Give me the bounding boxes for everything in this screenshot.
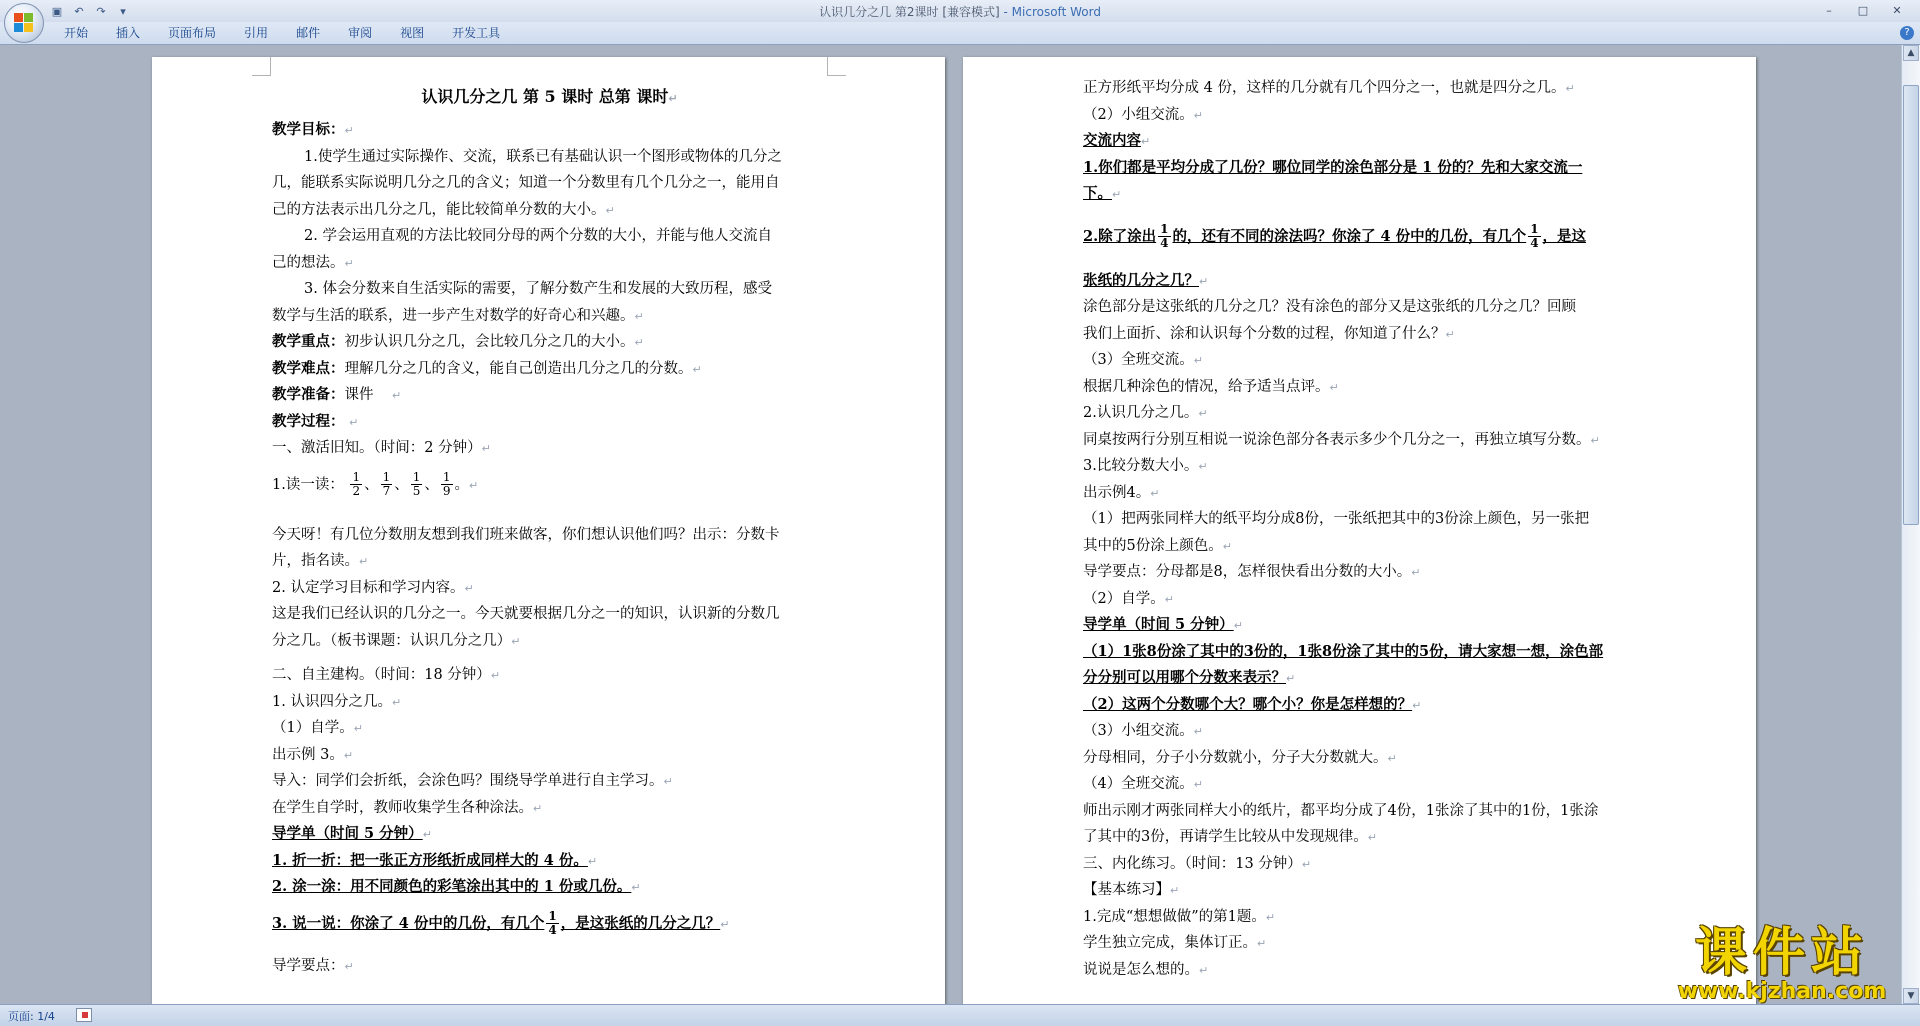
window-controls (1812, 0, 1914, 20)
office-button[interactable] (4, 3, 44, 43)
fraction: $\frac{1}{2}$ (352, 470, 361, 498)
paragraph: （2）这两个分数哪个大？哪个小？你是怎样想的？↵ (1083, 695, 1422, 713)
redo-icon: ↷ (96, 4, 106, 18)
paragraph: 分之几。（板书课题：认识几分之几）↵ (272, 632, 521, 649)
paragraph: 教学目标：↵ (272, 121, 354, 138)
paragraph: 1. 折一折：把一张正方形纸折成同样大的 4 份。↵ (272, 851, 598, 869)
scroll-thumb[interactable] (1903, 85, 1919, 525)
minimize-icon: – (1826, 3, 1832, 17)
paragraph: 己的想法。↵ (272, 254, 354, 271)
fraction-reading-line: 1.读一读： $\frac{1}{2}$ 、 $\frac{1}{7}$ 、 $\frac{1}{5}$ 、 $\frac{1}{9}$ 。↵ (272, 470, 479, 498)
fraction: $\frac{1}{7}$ (382, 470, 391, 498)
paragraph: 2.认识几分之几。↵ (1083, 405, 1208, 421)
paragraph: 学生独立完成，集体订正。↵ (1083, 935, 1267, 951)
paragraph: 导学要点：分母都是8，怎样很快看出分数的大小。↵ (1083, 564, 1421, 580)
paragraph: （2）小组交流。↵ (1083, 106, 1203, 123)
paragraph: （3）全班交流。↵ (1083, 352, 1203, 368)
page-indicator[interactable]: 页面: 1/4 (8, 1010, 55, 1023)
minimize-button[interactable] (1812, 0, 1846, 20)
paragraph: 导学单（时间 5 分钟）↵ (1083, 616, 1243, 633)
page-2-text[interactable] (1083, 75, 1643, 983)
paragraph: （1）自学。↵ (272, 720, 363, 736)
close-icon: ✕ (1892, 3, 1902, 17)
margin-corner-mark (827, 57, 846, 76)
paragraph: 2. 涂一涂：用不同颜色的彩笔涂出其中的 1 份或几份。↵ (272, 878, 641, 895)
tab-references[interactable]: 引用 (244, 26, 269, 40)
document-page-2[interactable] (963, 57, 1756, 1004)
paragraph: 在学生自学时，教师收集学生各种涂法。↵ (272, 799, 543, 816)
paragraph: 三、内化练习。（时间：13 分钟）↵ (1083, 855, 1312, 872)
paragraph: 导学要点：↵ (272, 957, 354, 974)
paragraph: 分母相同，分子小分数就小，分子大分数就大。↵ (1083, 749, 1397, 766)
paragraph: 2. 认定学习目标和学习内容。↵ (272, 579, 474, 596)
paragraph: 【基本练习】↵ (1083, 882, 1180, 898)
document-workspace (0, 45, 1902, 1004)
paragraph: 了其中的3份，再请学生比较从中发现规律。↵ (1083, 829, 1377, 845)
maximize-icon: □ (1857, 3, 1869, 17)
paragraph: （1）1张8份涂了其中的3份的，1张8份涂了其中的5份，请大家想一想，涂色部 (1083, 642, 1604, 660)
watermark-title: 课件站 (1694, 923, 1869, 983)
ribbon-tabs (50, 22, 514, 44)
paragraph: 涂色部分是这张纸的几分之几？没有涂色的部分又是这张纸的几分之几？回顾 (1083, 299, 1576, 315)
paragraph: 2.除了涂出 $\frac{1}{4}$ 的，还有不同的涂法吗？你涂了 4 份中的几份，有几个 $\frac{1}{4}$ ，是这 (1083, 222, 1587, 250)
proofing-icon[interactable] (76, 1008, 92, 1022)
app-name: - Microsoft Word (999, 5, 1101, 19)
site-watermark (1668, 925, 1896, 1003)
window-title (0, 3, 1920, 20)
paragraph: 张纸的几分之几？↵ (1083, 271, 1209, 289)
fraction: $\frac{1}{4}$ (1160, 222, 1169, 250)
ribbon (0, 22, 1920, 45)
paragraph: 交流内容↵ (1083, 132, 1151, 149)
paragraph: 3. 说一说：你涂了 4 份中的几份，有几个 $\frac{1}{4}$ ，是这张纸的几分之几？↵ (272, 909, 730, 937)
save-icon: ▣ (51, 4, 63, 18)
watermark-url: www.kjzhan.com (1677, 979, 1887, 1004)
paragraph: 分分别可以用哪个分数来表示？↵ (1083, 669, 1296, 686)
tab-mailings[interactable]: 邮件 (296, 26, 321, 40)
paragraph: 导学单（时间 5 分钟）↵ (272, 825, 432, 842)
fraction: $\frac{1}{4}$ (1530, 222, 1539, 250)
paragraph: 说说是怎么想的。↵ (1083, 961, 1209, 978)
scroll-down-button[interactable] (1903, 988, 1919, 1004)
paragraph: 一、激活旧知。（时间：2 分钟）↵ (272, 440, 491, 456)
paragraph: 师出示刚才两张同样大小的纸片，都平均分成了4份，1张涂了其中的1份，1张涂 (1083, 802, 1599, 819)
paragraph: 二、自主建构。（时间：18 分钟）↵ (272, 667, 501, 683)
paragraph: 教学重点：初步认识几分之几，会比较几分之几的大小。↵ (272, 333, 644, 350)
paragraph: （1）把两张同样大的纸平均分成8份，一张纸把其中的3份涂上颜色，另一张把 (1083, 511, 1590, 527)
paragraph: 今天呀！有几位分数朋友想到我们班来做客，你们想认识他们吗？出示：分数卡 (272, 526, 780, 543)
paragraph: 1. 认识四分之几。↵ (272, 693, 402, 710)
undo-icon: ↶ (74, 4, 84, 18)
paragraph: 出示例 3。↵ (272, 746, 354, 763)
help-icon[interactable]: ? (1900, 26, 1914, 40)
tab-insert[interactable]: 插入 (116, 26, 141, 40)
office-logo-icon (14, 13, 34, 33)
page-1-text[interactable] (272, 77, 827, 979)
paragraph: 根据几种涂色的情况，给予适当点评。↵ (1083, 378, 1339, 395)
vertical-scrollbar[interactable] (1901, 45, 1920, 1004)
margin-corner-mark (252, 57, 271, 76)
tab-page-layout[interactable]: 页面布局 (168, 26, 217, 40)
paragraph: 正方形纸平均分成 4 份，这样的几分就有几个四分之一，也就是四分之几。↵ (1083, 80, 1575, 96)
paragraph: 这是我们已经认识的几分之一。今天就要根据几分之一的知识，认识新的分数几 (272, 606, 780, 622)
paragraph: 下。↵ (1083, 185, 1122, 202)
paragraph: 己的方法表示出几分之几，能比较简单分数的大小。↵ (272, 201, 615, 218)
paragraph: 1.完成“想想做做”的第1题。↵ (1083, 908, 1276, 925)
paragraph: （2）自学。↵ (1083, 590, 1174, 607)
title-bar (0, 0, 1920, 23)
paragraph: （4）全班交流。↵ (1083, 776, 1203, 792)
maximize-button[interactable] (1846, 0, 1880, 20)
paragraph: 教学准备：课件 ↵ (272, 386, 402, 403)
paragraph: 1.你们都是平均分成了几份？哪位同学的涂色部分是 1 份的？先和大家交流一 (1083, 158, 1583, 176)
tab-home[interactable]: 开始 (64, 26, 89, 40)
paragraph: 几，能联系实际说明几分之几的含义；知道一个分数里有几个几分之一，能用自 (272, 175, 780, 191)
paragraph: 3.比较分数大小。↵ (1083, 458, 1208, 474)
paragraph: 1.使学生通过实际操作、交流，联系已有基础认识一个图形或物体的几分之 (304, 148, 782, 165)
tab-developer[interactable]: 开发工具 (452, 26, 501, 40)
paragraph: 同桌按两行分别互相说一说涂色部分各表示多少个几分之一，再独立填写分数。↵ (1083, 431, 1600, 448)
paragraph: 出示例4。↵ (1083, 484, 1160, 501)
fraction: $\frac{1}{9}$ (442, 470, 451, 498)
tab-review[interactable]: 审阅 (348, 26, 373, 40)
paragraph: （3）小组交流。↵ (1083, 723, 1203, 739)
paragraph: 片，指名读。↵ (272, 553, 369, 569)
arrow-up-icon: ▲ (1907, 48, 1915, 58)
close-button[interactable] (1880, 0, 1914, 20)
paragraph: 3. 体会分数来自生活实际的需要，了解分数产生和发展的大致历程，感受 (304, 281, 772, 297)
paragraph: 导入：同学们会折纸，会涂色吗？围绕导学单进行自主学习。↵ (272, 773, 673, 789)
fraction: $\frac{1}{4}$ (548, 909, 557, 937)
tab-view[interactable]: 视图 (400, 26, 425, 40)
paragraph: 数学与生活的联系，进一步产生对数学的好奇心和兴趣。↵ (272, 307, 644, 324)
paragraph: 我们上面折、涂和认识每个分数的过程，你知道了什么？↵ (1083, 325, 1455, 342)
chevron-down-icon: ▾ (120, 4, 126, 18)
fraction: $\frac{1}{5}$ (412, 470, 421, 498)
paragraph: 教学过程： ↵ (272, 412, 359, 430)
scroll-up-button[interactable] (1903, 45, 1919, 61)
document-page-1[interactable] (152, 57, 945, 1004)
paragraph: 2. 学会运用直观的方法比较同分母的两个分数的大小，并能与他人交流自 (304, 228, 772, 244)
paragraph: 教学难点：理解几分之几的含义，能自己创造出几分之几的分数。↵ (272, 359, 702, 377)
document-title: 认识几分之几 第2课时 [兼容模式] (819, 5, 1000, 19)
arrow-down-icon: ▼ (1907, 991, 1915, 1001)
paragraph: 其中的5份涂上颜色。↵ (1083, 537, 1232, 554)
lesson-title: 认识几分之几 第 5 课时 总第 课时↵ (421, 87, 678, 106)
status-bar (0, 1004, 1920, 1026)
